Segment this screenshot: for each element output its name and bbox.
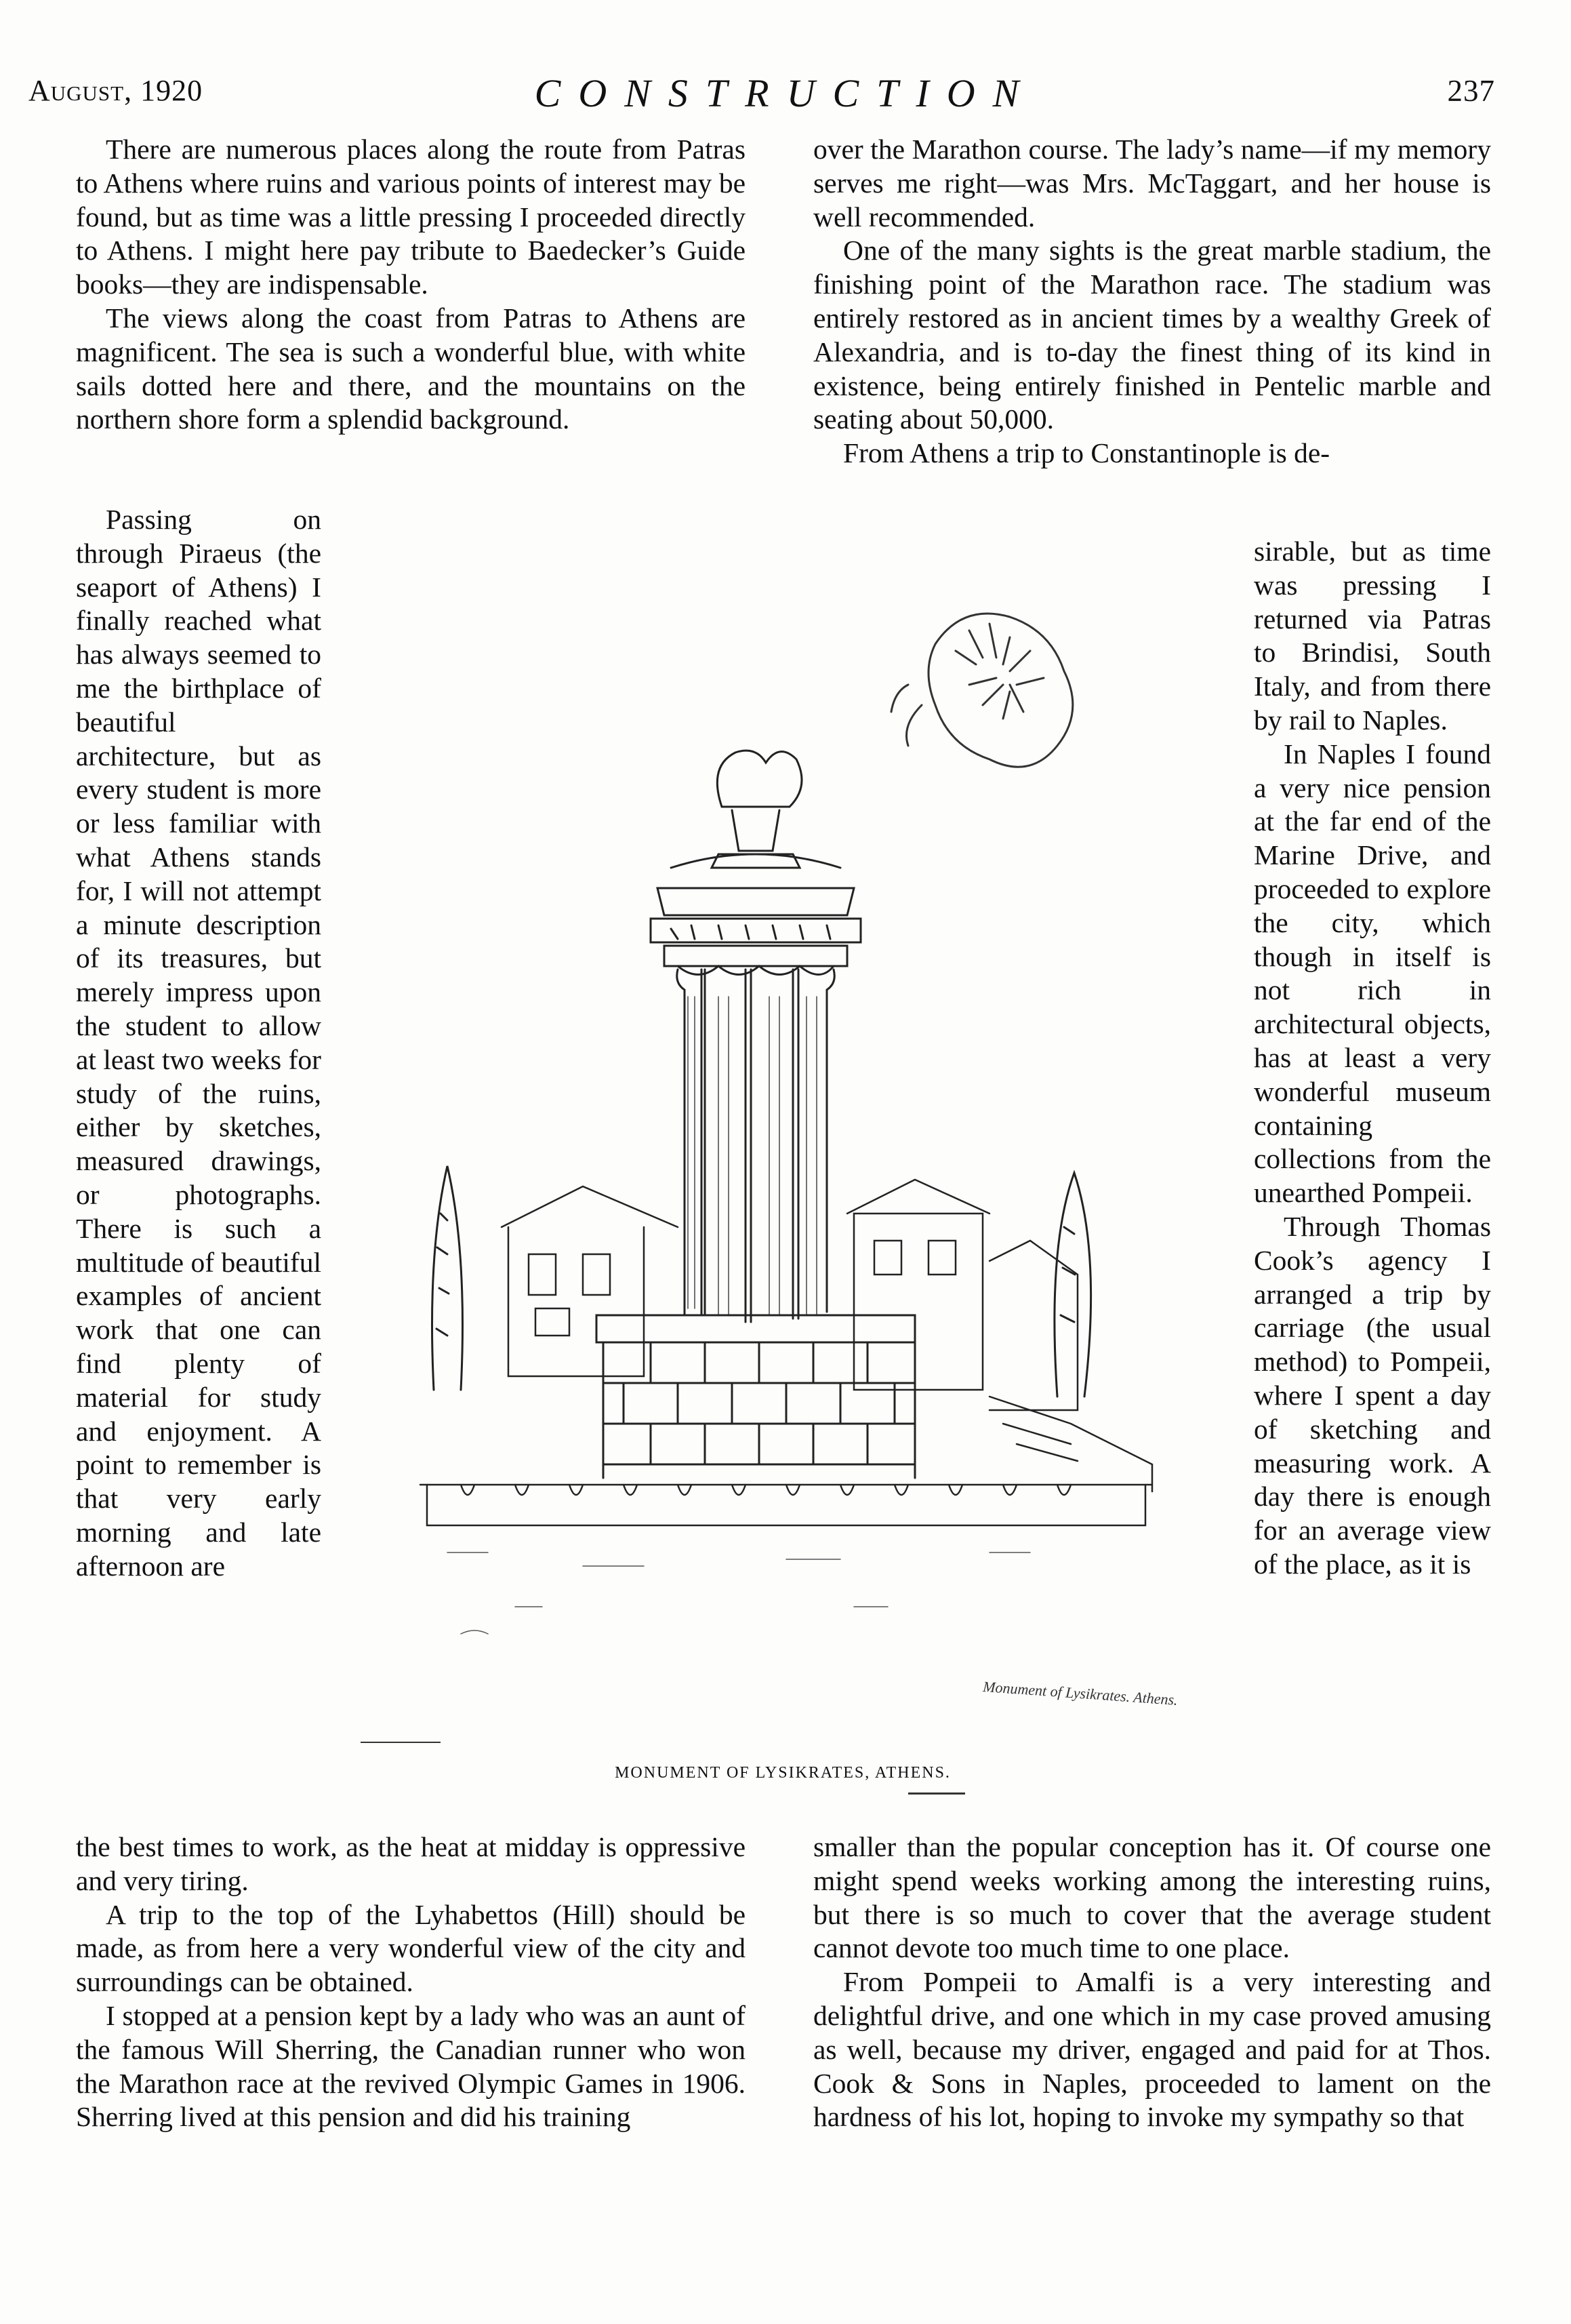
right-column-top	[813, 133, 1491, 470]
right-column-bottom	[813, 1830, 1491, 2134]
left-column-narrow	[76, 503, 321, 1584]
paragraph: A trip to the top of the Lyhabettos (Hill) should be made, as from here a very wonderful view of the city and surroundings can be obtained.	[76, 1898, 746, 1998]
paragraph: over the Marathon course. The lady’s name—if my memory serves me right—was Mrs. McTaggart, and her house is well recommended.	[813, 134, 1491, 233]
paragraph: One of the many sights is the great marble stadium, the finishing point of the Marathon race. The stadium was entirely restored as in ancient times by a wealthy Greek of Alexandria, and is to-day the finest thing of its kind in existence, being entirely finished in Pentelic marble and seating about 50,000.	[813, 235, 1491, 435]
paragraph: Through Thomas Cook’s agency I arranged a trip by carriage (the usual method) to Pompeii, where I spent a day of sketching and measuring work. A day there is enough for an average view of the place, as it is	[1254, 1210, 1491, 1580]
paragraph: I stopped at a pension kept by a lady who was an aunt of the famous Will Sherring, the Canadian runner who won the Marathon race at the revived Olympic Games in 1906. Sherring lived at this pension and did his training	[76, 1999, 746, 2133]
artist-signature: Monument of Lysikrates. Athens.	[982, 1677, 1179, 1709]
header-date: August, 1920	[28, 74, 203, 107]
monument-illustration	[380, 549, 1186, 1729]
paragraph: From Athens a trip to Constantinople is de-	[843, 437, 1330, 469]
paragraph: sirable, but as time was pressing I returned via Patras to Brindisi, South Italy, and from there by rail to Naples.	[1254, 536, 1491, 736]
divider-rule	[361, 1742, 441, 1743]
figure-caption: MONUMENT OF LYSIKRATES, ATHENS.	[615, 1764, 951, 1782]
left-column-bottom	[76, 1830, 746, 2134]
page-title: CONSTRUCTION	[534, 71, 1037, 115]
paragraph: The views along the coast from Patras to Athens are magnificent. The sea is such a wonderful blue, with white sails dotted here and there, and the mountains on the northern shore form a splendid background.	[76, 302, 746, 435]
caption-rule	[908, 1792, 965, 1795]
paragraph: the best times to work, as the heat at midday is oppressive and very tiring.	[76, 1831, 746, 1896]
left-column-top	[76, 133, 746, 437]
paragraph: In Naples I found a very nice pension at the far end of the Marine Drive, and proceeded to explore the city, which though in itself is not rich in architectural objects, has at least a very wonderful museum containing collections from the unearthed Pompeii.	[1254, 738, 1491, 1209]
page-number: 237	[1447, 74, 1495, 108]
paragraph: Passing on through Piraeus (the seaport of Athens) I finally reached what has always seemed to me the birthplace of beautiful architecture, but as every student is more or less familiar with what Athens stands for, I will not attempt a minute description of its treasures, but merely impress upon the student to allow at least two weeks for study of the ruins, either by sketches, measured drawings, or photographs. There is such a multitude of beautiful examples of ancient work that one can find plenty of material for study and enjoyment. A point to remember is that very early morning and late afternoon are	[76, 504, 321, 1582]
paragraph: From Pompeii to Amalfi is a very interesting and delightful drive, and one which in my case proved amusing as well, because my driver, engaged and paid for at Thos. Cook & Sons in Naples, proceeded to lament on the hardness of his lot, hoping to invoke my sympathy so that	[813, 1966, 1491, 2133]
paragraph: smaller than the popular conception has it. Of course one might spend weeks working among the interesting ruins, but there is so much to cover that the average student cannot devote too much time to one place.	[813, 1831, 1491, 1964]
right-column-narrow	[1254, 535, 1491, 1582]
paragraph: There are numerous places along the route from Patras to Athens where ruins and various points of interest may be found, but as time was a little pressing I proceeded directly to Athens. I might here pay tribute to Baedecker’s Guide books—they are indispensable.	[76, 134, 746, 300]
